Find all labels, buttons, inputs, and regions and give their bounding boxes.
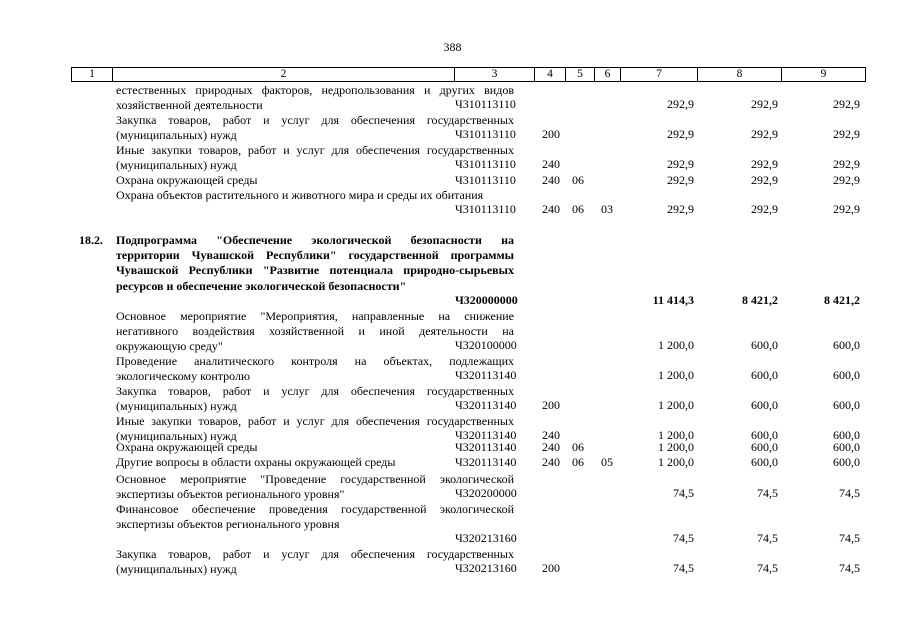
row-value-col8: 292,9 [751,97,778,111]
table-row [76,113,860,143]
header-cell-3: 3 [454,67,535,82]
row-description: Проведение аналитического контроля на объектах, подлежащих экологическому контролю [116,354,514,384]
row-value-col9: 74,5 [839,531,860,545]
row-value-col7: 1 200,0 [658,440,694,454]
header-cell-9: 9 [781,67,866,82]
table-row [76,233,860,309]
row-value-col7: 1 200,0 [658,338,694,352]
row-target-code: Ч310113110 [455,202,516,216]
table-row [76,83,860,113]
row-target-code: Ч320113140 [455,440,517,454]
table-row [76,502,860,547]
row-description: Основное мероприятие "Мероприятия, направленные на снижение негативного воздействия хозяйственной и иной деятельности на окружающую среду" [116,309,514,354]
table-row [76,472,860,502]
row-value-col9: 600,0 [833,368,860,382]
row-value-col9: 292,9 [833,127,860,141]
row-target-code: Ч310113110 [455,97,516,111]
row-value-col9: 292,9 [833,202,860,216]
row-description: Охрана окружающей среды [116,440,258,454]
row-target-code: Ч320113140 [455,398,517,412]
row-target-code: Ч320113140 [455,455,517,469]
row-value-col9: 74,5 [839,486,860,500]
row-expense-type: 200 [542,561,560,575]
row-value-col7: 11 414,3 [652,293,694,307]
row-description: Иные закупки товаров, работ и услуг для обеспечения государственных (муниципальных) нужд [116,143,514,173]
row-value-col7: 1 200,0 [658,455,694,469]
row-description: Другие вопросы в области охраны окружающей среды [116,455,396,469]
row-expense-type: 240 [542,202,560,216]
header-cell-2: 2 [112,67,455,82]
row-target-code: Ч320000000 [455,293,518,307]
row-value-col9: 600,0 [833,398,860,412]
row-value-col8: 600,0 [751,455,778,469]
row-number: 18.2. [79,233,103,247]
page-number: 388 [443,40,462,54]
row-value-col7: 74,5 [673,561,694,575]
row-target-code: Ч310113110 [455,173,516,187]
row-description: Закупка товаров, работ и услуг для обеспечения государственных (муниципальных) нужд [116,113,514,143]
row-value-col8: 292,9 [751,127,778,141]
row-description: Закупка товаров, работ и услуг для обеспечения государственных (муниципальных) нужд [116,384,514,414]
row-value-col8: 74,5 [757,561,778,575]
row-section: 06 [572,202,584,216]
row-value-col8: 292,9 [751,157,778,171]
row-value-col8: 8 421,2 [742,293,778,307]
row-value-col8: 292,9 [751,202,778,216]
row-section: 06 [572,440,584,454]
header-cell-5: 5 [565,67,595,82]
row-value-col9: 600,0 [833,440,860,454]
row-value-col9: 74,5 [839,561,860,575]
row-value-col7: 74,5 [673,486,694,500]
row-target-code: Ч320100000 [455,338,517,352]
row-value-col7: 292,9 [667,97,694,111]
row-description: Охрана окружающей среды [116,173,258,187]
row-value-col9: 8 421,2 [824,293,860,307]
row-value-col9: 600,0 [833,428,860,442]
table-row [76,143,860,173]
row-value-col7: 292,9 [667,173,694,187]
row-value-col8: 600,0 [751,440,778,454]
row-target-code: Ч320113140 [455,368,517,382]
header-cell-1: 1 [71,67,113,82]
row-target-code: Ч320213160 [455,531,517,545]
row-value-col7: 292,9 [667,202,694,216]
header-cell-7: 7 [620,67,698,82]
row-expense-type: 200 [542,127,560,141]
row-subsection: 05 [601,455,613,469]
row-subsection: 03 [601,202,613,216]
row-description: естественных природных факторов, недропользования и других видов хозяйственной деятельности [116,83,514,113]
row-value-col9: 600,0 [833,455,860,469]
table-row [76,188,860,218]
row-value-col7: 292,9 [667,157,694,171]
table-row [76,384,860,414]
row-value-col7: 74,5 [673,531,694,545]
row-section: 06 [572,173,584,187]
row-section: 06 [572,455,584,469]
row-description: Основное мероприятие "Проведение государственной экологической экспертизы объектов регионального уровня" [116,472,514,502]
row-expense-type: 240 [542,440,560,454]
row-value-col8: 600,0 [751,428,778,442]
row-target-code: Ч320200000 [455,486,517,500]
row-value-col9: 292,9 [833,173,860,187]
row-description: Иные закупки товаров, работ и услуг для обеспечения государственных (муниципальных) нужд [116,414,514,444]
table-row [76,440,860,455]
row-value-col8: 600,0 [751,368,778,382]
header-cell-4: 4 [534,67,566,82]
row-expense-type: 240 [542,428,560,442]
row-expense-type: 240 [542,157,560,171]
row-value-col7: 1 200,0 [658,368,694,382]
row-description: Закупка товаров, работ и услуг для обеспечения государственных (муниципальных) нужд [116,547,514,577]
row-target-code: Ч320213160 [455,561,517,575]
row-value-col9: 292,9 [833,97,860,111]
table-row [76,354,860,384]
table-row [76,455,860,470]
row-value-col7: 1 200,0 [658,428,694,442]
row-value-col8: 600,0 [751,398,778,412]
row-value-col8: 600,0 [751,338,778,352]
table-row [76,309,860,354]
row-description: Финансовое обеспечение проведения государственной экологической экспертизы объектов регионального уровня [116,502,514,532]
row-value-col9: 600,0 [833,338,860,352]
row-value-col7: 1 200,0 [658,398,694,412]
row-value-col8: 74,5 [757,486,778,500]
row-description: Подпрограмма "Обеспечение экологической безопасности на территории Чувашской Республики" государственной программы Чувашской Республики "Развитие потенциала природно-сырьевых ресурсов и обеспечение экологической безопасности" [116,233,514,293]
row-target-code: Ч310113110 [455,157,516,171]
row-target-code: Ч310113110 [455,127,516,141]
row-value-col9: 292,9 [833,157,860,171]
row-expense-type: 240 [542,455,560,469]
row-expense-type: 240 [542,173,560,187]
header-cell-6: 6 [594,67,621,82]
table-row [76,173,860,188]
header-cell-8: 8 [697,67,782,82]
row-description: Охрана объектов растительного и животного мира и среды их обитания [116,188,484,202]
row-value-col7: 292,9 [667,127,694,141]
row-value-col8: 292,9 [751,173,778,187]
row-expense-type: 200 [542,398,560,412]
row-target-code: Ч320113140 [455,428,517,442]
table-row [76,547,860,577]
row-value-col8: 74,5 [757,531,778,545]
